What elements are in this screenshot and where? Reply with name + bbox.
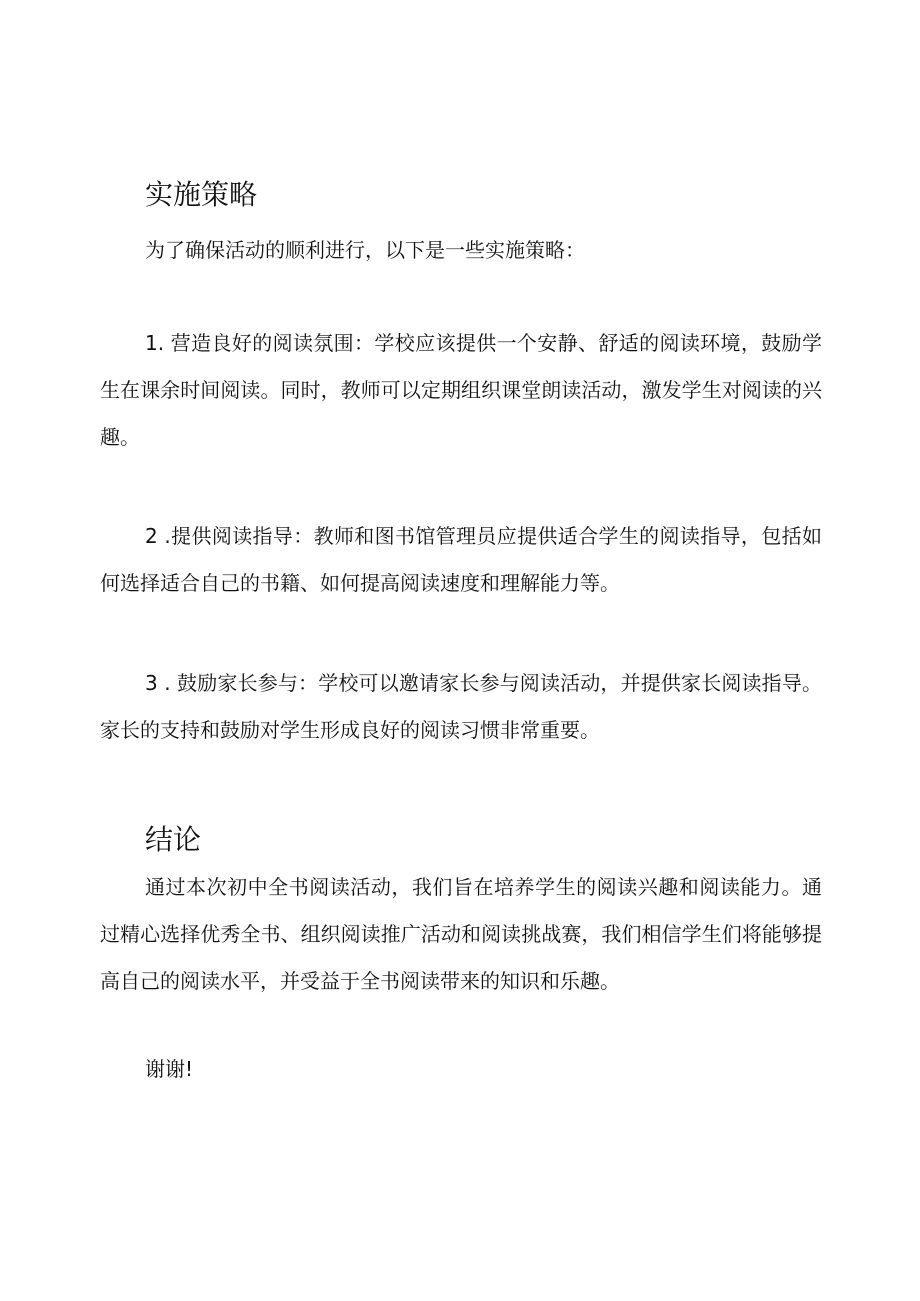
strategy-item-3: 3 . 鼓励家长参与：学校可以邀请家长参与阅读活动，并提供家长阅读指导。家长的支持和鼓励对学生形成良好的阅读习惯非常重要。 bbox=[100, 671, 822, 742]
heading-conclusion: 结论 bbox=[145, 823, 202, 856]
strategy-intro: 为了确保活动的顺利进行，以下是一些实施策略： bbox=[145, 238, 585, 262]
conclusion-body: 通过本次初中全书阅读活动，我们旨在培养学生的阅读兴趣和阅读能力。通过精心选择优秀全书、组织阅读推广活动和阅读挑战赛，我们相信学生们将能够提高自己的阅读水平，并受益于全书阅读带来的知识和乐趣。 bbox=[100, 875, 822, 993]
heading-implementation-strategy: 实施策略 bbox=[145, 178, 258, 211]
strategy-item-2: 2 .提供阅读指导：教师和图书馆管理员应提供适合学生的阅读指导，包括如何选择适合自己的书籍、如何提高阅读速度和理解能力等。 bbox=[100, 524, 822, 595]
strategy-item-1: 1. 营造良好的阅读氛围：学校应该提供一个安静、舒适的阅读环境，鼓励学生在课余时间阅读。同时，教师可以定期组织课堂朗读活动，激发学生对阅读的兴趣。 bbox=[100, 331, 822, 449]
closing-thanks: 谢谢! bbox=[145, 1057, 194, 1081]
